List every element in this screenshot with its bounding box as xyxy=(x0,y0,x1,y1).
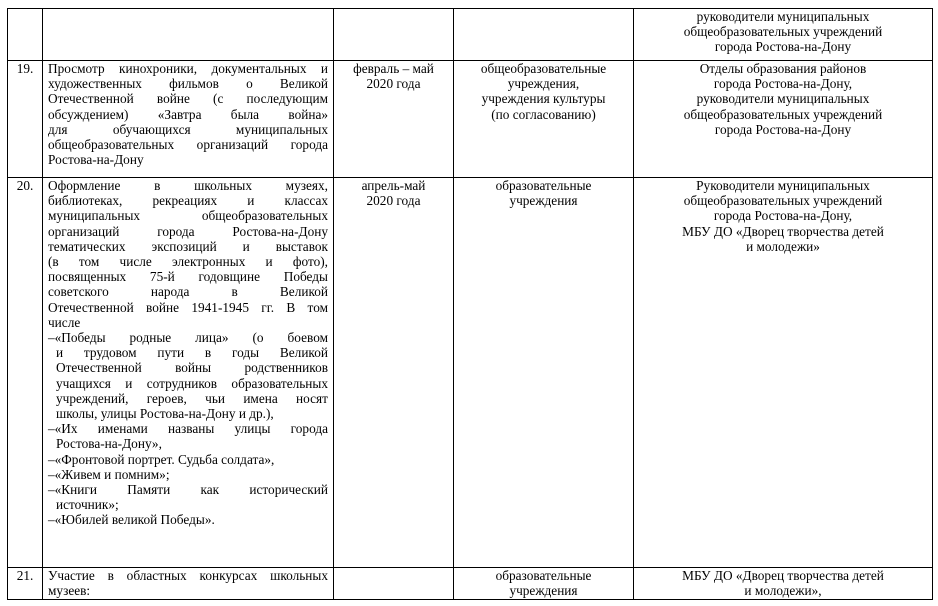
bullet-text: «Победы родные лица» (о боевом xyxy=(54,330,328,346)
bullet-line xyxy=(48,330,328,346)
event-cell xyxy=(43,178,334,568)
dates-cell xyxy=(334,178,454,568)
dates-cell xyxy=(334,568,454,600)
bullet-text: «Фронтовой портрет. Судьба солдата», xyxy=(54,451,275,467)
responsible-cell xyxy=(634,61,933,178)
responsible-line: и молодежи», xyxy=(744,583,822,599)
event-line: библиотеках, рекреациях и классах xyxy=(48,193,328,209)
dash-marker: – xyxy=(48,482,55,498)
event-line: Оформление в школьных музеях, xyxy=(48,178,328,193)
responsible-line: и молодежи» xyxy=(746,238,820,254)
bullet-line: школы, улицы Ростова-на-Дону и др.), xyxy=(56,406,274,422)
bullet-line: Отечественной войны родственников xyxy=(56,360,328,376)
venue-line: общеобразовательные xyxy=(480,61,607,76)
dates-line: 2020 года xyxy=(366,193,421,209)
exhibit-bullet xyxy=(48,330,328,421)
venue-cell xyxy=(454,61,634,178)
venue-line: учреждения, xyxy=(507,76,580,92)
dash-marker: – xyxy=(48,512,55,528)
event-line: для обучающихся муниципальных xyxy=(48,121,328,137)
venue-line: учреждения xyxy=(509,193,578,209)
bullet-line: источник»; xyxy=(56,497,119,513)
bullet-line xyxy=(48,451,328,467)
dates-cell xyxy=(334,9,454,61)
responsible-line: города Ростова-на-Дону xyxy=(714,39,852,55)
events-plan-table xyxy=(7,8,933,600)
dash-marker: – xyxy=(48,451,55,467)
event-cell xyxy=(43,9,334,61)
venue-cell xyxy=(454,568,634,600)
responsible-line: города Ростова-на-Дону, xyxy=(713,76,853,92)
dash-marker: – xyxy=(48,466,55,482)
dates-line: апрель-май xyxy=(361,178,426,193)
event-line: советского народа в Великой xyxy=(48,284,328,300)
event-line: Отечественной войне (с последующим xyxy=(48,91,328,107)
event-cell xyxy=(43,61,334,178)
venue-line: (по согласованию) xyxy=(491,106,596,122)
dates-cell xyxy=(334,61,454,178)
table-row xyxy=(8,61,933,178)
responsible-line: общеобразовательных учреждений xyxy=(683,24,883,40)
bullet-line: учреждений, героев, чьи имена носят xyxy=(56,390,328,406)
responsible-line: общеобразовательных учреждений xyxy=(683,106,883,122)
venue-line: учреждения xyxy=(509,583,578,599)
event-line: музеев: xyxy=(48,583,91,599)
venue-cell xyxy=(454,9,634,61)
table-row xyxy=(8,568,933,600)
dates-line: 2020 года xyxy=(366,76,421,92)
event-line: организаций города Ростова-на-Дону xyxy=(48,223,328,239)
bullet-text: «Живем и помним»; xyxy=(54,466,170,482)
responsible-line: руководители муниципальных xyxy=(696,9,870,24)
responsible-line: общеобразовательных учреждений xyxy=(683,193,883,209)
responsible-line: МБУ ДО «Дворец творчества детей xyxy=(682,568,884,583)
table-row xyxy=(8,178,933,568)
bullet-line xyxy=(48,512,328,528)
bullet-text: «Книги Памяти как исторический xyxy=(54,482,328,498)
responsible-line: руководители муниципальных xyxy=(696,91,870,107)
row-number-cell xyxy=(8,61,43,178)
exhibit-bullet xyxy=(48,467,328,482)
exhibit-bullet xyxy=(48,512,328,527)
responsible-cell xyxy=(634,9,933,61)
event-line: обсуждением) «Завтра была война» xyxy=(48,106,328,122)
responsible-line: Руководители муниципальных xyxy=(696,178,870,193)
responsible-line: города Ростова-на-Дону xyxy=(714,121,852,137)
event-line: Просмотр кинохроники, документальных и xyxy=(48,61,328,76)
row-number: 20. xyxy=(16,178,34,193)
venue-cell xyxy=(454,178,634,568)
row-number: 19. xyxy=(16,61,34,76)
event-line: Участие в областных конкурсах школьных xyxy=(48,568,328,583)
bullet-line xyxy=(48,421,328,437)
event-line: посвященных 75-й годовщине Победы xyxy=(48,269,328,285)
responsible-line: Отделы образования районов xyxy=(699,61,867,76)
exhibit-bullet xyxy=(48,421,328,451)
bullet-line xyxy=(48,482,328,498)
responsible-cell xyxy=(634,568,933,600)
dates-line: февраль – май xyxy=(353,61,434,76)
event-line: тематических экспозиций и выставок xyxy=(48,238,328,254)
responsible-cell xyxy=(634,178,933,568)
bullet-text: «Юбилей великой Победы». xyxy=(54,512,215,528)
event-line: Отечественной войне 1941-1945 гг. В том xyxy=(48,299,328,315)
event-cell xyxy=(43,568,334,600)
responsible-line: города Ростова-на-Дону, xyxy=(713,208,853,224)
bullet-line: Ростова-на-Дону», xyxy=(56,436,162,452)
venue-line: образовательные xyxy=(495,568,592,583)
dash-marker: – xyxy=(48,330,55,346)
row-number-cell xyxy=(8,178,43,568)
event-line: общеобразовательных организаций города xyxy=(48,137,328,153)
event-line: (в том числе электронных и фото), xyxy=(48,254,328,270)
row-number: 21. xyxy=(16,568,34,583)
event-line: муниципальных общеобразовательных xyxy=(48,208,328,224)
dash-marker: – xyxy=(48,421,55,437)
responsible-line: МБУ ДО «Дворец творчества детей xyxy=(682,223,884,239)
event-line: Ростова-на-Дону xyxy=(48,152,144,168)
exhibit-bullet xyxy=(48,482,328,512)
bullet-line: и трудовом пути в годы Великой xyxy=(56,345,328,361)
bullet-line xyxy=(48,466,328,482)
event-line: числе xyxy=(48,314,81,330)
exhibit-bullet xyxy=(48,452,328,467)
bullet-line: учащихся и сотрудников образовательных xyxy=(56,375,328,391)
row-number-cell xyxy=(8,9,43,61)
bullet-text: «Их именами названы улицы города xyxy=(54,421,328,437)
row-number-cell xyxy=(8,568,43,600)
venue-line: учреждения культуры xyxy=(481,91,606,107)
table-row xyxy=(8,9,933,61)
event-line: художественных фильмов о Великой xyxy=(48,76,328,92)
venue-line: образовательные xyxy=(495,178,592,193)
